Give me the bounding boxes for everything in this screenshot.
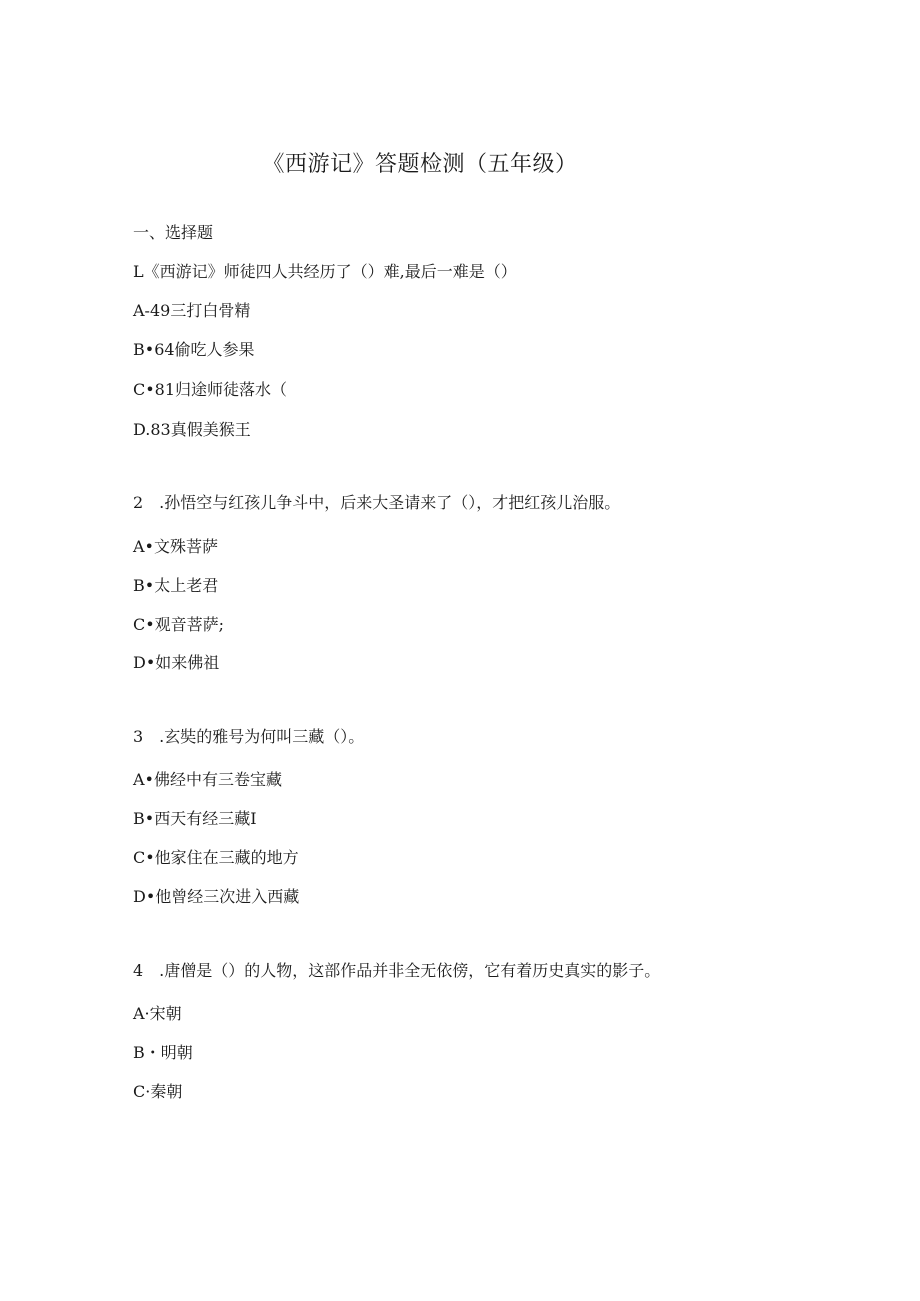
question-2-stem: 2 .孙悟空与红孩儿争斗中，后来大圣请来了（），才把红孩儿治服。 bbox=[133, 493, 621, 512]
question-3-stem: 3 .玄奘的雅号为何叫三藏（）。 bbox=[133, 727, 365, 746]
question-3-option-b: B•西天有经三藏I bbox=[133, 809, 257, 828]
question-2-option-d: D•如来佛祖 bbox=[133, 653, 220, 672]
question-4-stem: 4 .唐僧是（）的人物，这部作品并非全无依傍，它有着历史真实的影子。 bbox=[133, 961, 661, 980]
question-2-option-b: B•太上老君 bbox=[133, 576, 219, 595]
question-3-option-d: D•他曾经三次进入西藏 bbox=[133, 887, 300, 906]
question-1-option-c: C•81归途师徒落水（ bbox=[133, 380, 288, 399]
question-2-option-c: C•观音菩萨; bbox=[133, 615, 225, 634]
question-1-option-d: D.83真假美猴王 bbox=[133, 420, 251, 439]
question-3-option-c: C•他家住在三藏的地方 bbox=[133, 848, 299, 867]
question-2-option-a: A•文殊菩萨 bbox=[133, 537, 218, 556]
question-1-option-a: A-49三打白骨精 bbox=[133, 301, 251, 320]
question-3-option-a: A•佛经中有三卷宝藏 bbox=[133, 770, 282, 789]
document-title: 《西游记》答题检测（五年级） bbox=[262, 152, 578, 177]
section-heading: 一、选择题 bbox=[133, 223, 214, 242]
question-4-option-a: A·宋朝 bbox=[133, 1004, 182, 1023]
question-4-option-c: C·秦朝 bbox=[133, 1082, 183, 1101]
question-1-stem: L《西游记》师徒四人共经历了（）难,最后一难是（） bbox=[133, 262, 517, 281]
question-1-option-b: B•64偷吃人参果 bbox=[133, 340, 255, 359]
question-4-option-b: B・明朝 bbox=[133, 1043, 193, 1062]
